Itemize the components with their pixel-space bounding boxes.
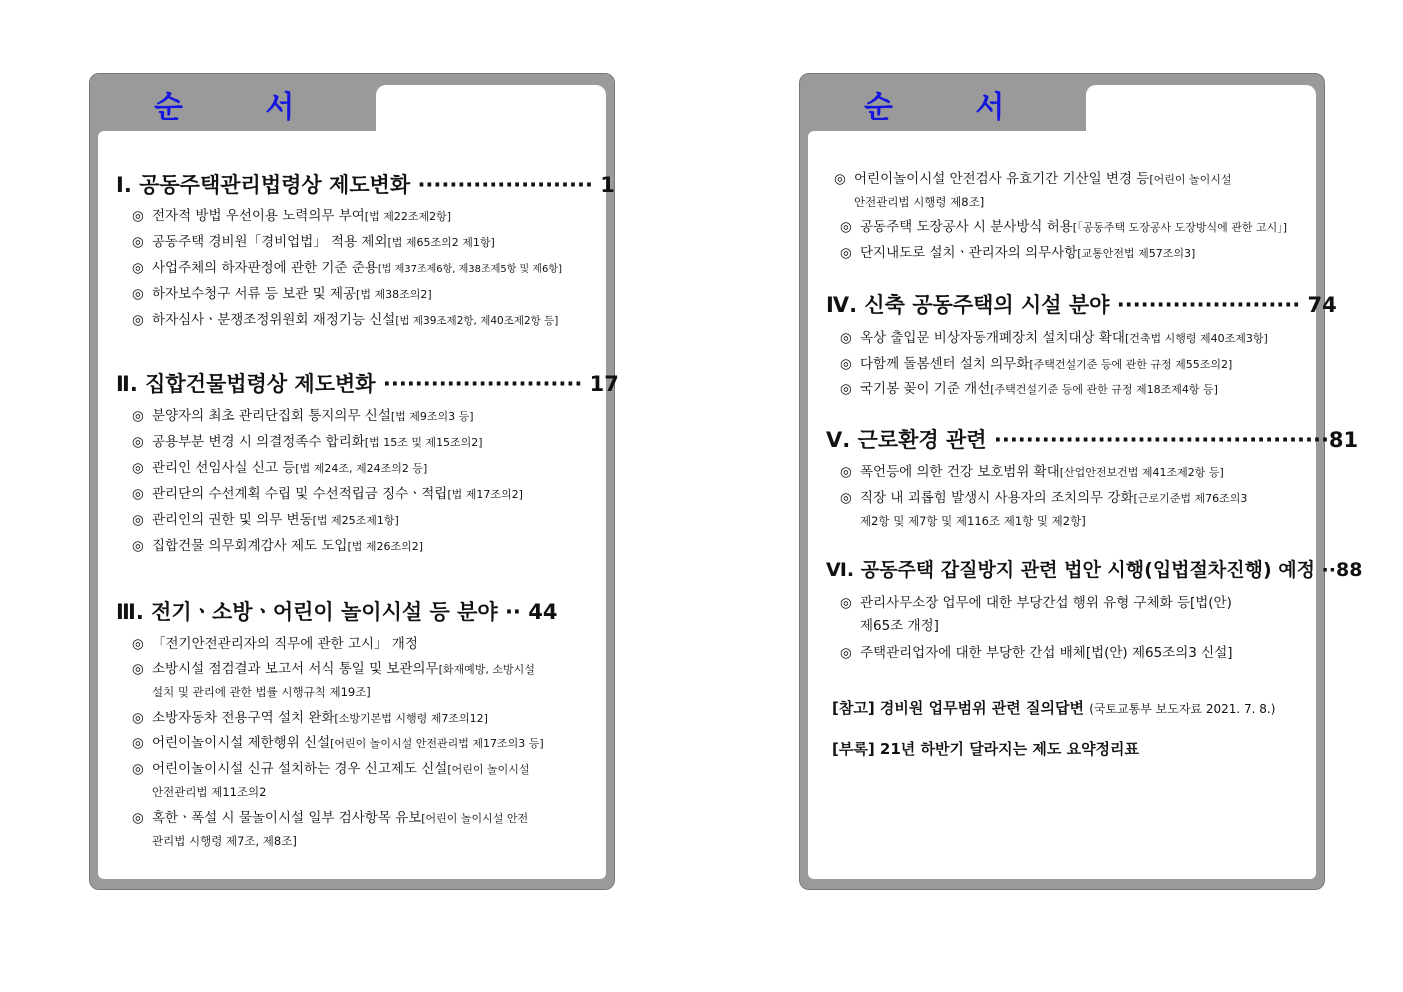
toc-item: ◎ 어린이놀이시설 안전검사 유효기간 기산일 변경 등[어린이 놀이시설 [834, 171, 1232, 187]
section-heading: Ⅳ. 신축 공동주택의 시설 분야 ······················· 74 [826, 293, 1337, 317]
section-heading: Ⅴ. 근로환경 관련 ··········································81 [826, 428, 1359, 452]
toc-item: ◎ 다함께 돌봄센터 설치 의무화[주택건설기준 등에 관한 규정 제55조의2] [840, 356, 1233, 372]
toc-title: 순 서 [864, 90, 1041, 125]
toc-item-continuation: 안전관리법 시행령 제8조] [854, 195, 985, 209]
toc-body [98, 131, 619, 879]
toc-item: ◎ 공동주택 경비원「경비업법」 적용 제외[법 제65조의2 제1항] [132, 234, 495, 250]
toc-panel-right [799, 73, 1363, 890]
toc-item: ◎ 공용부분 변경 시 의결정족수 합리화[법 15조 및 제15조의2] [132, 434, 483, 450]
toc-item: ◎ 국기봉 꽂이 기준 개선[주택건설기준 등에 관한 규정 제18조제4항 등] [840, 381, 1218, 397]
toc-item: ◎ 주택관리업자에 대한 부당한 간섭 배체[법(안) 제65조의3 신설] [840, 645, 1233, 661]
toc-item-continuation: 관리법 시행령 제7조, 제8조] [152, 834, 297, 848]
toc-item-continuation: 제2항 및 제7항 및 제116조 제1항 및 제2항] [860, 514, 1086, 528]
toc-item: ◎ 분양자의 최초 관리단집회 통지의무 신설[법 제9조의3 등] [132, 408, 474, 424]
section-heading: Ⅲ. 전기ㆍ소방ㆍ어린이 놀이시설 등 분야 ·· 44 [116, 600, 558, 624]
toc-item: ◎ 어린이놀이시설 제한행위 신설[어린이 놀이시설 안전관리법 제17조의3 등] [132, 735, 544, 751]
toc-item: ◎ 관리단의 수선계획 수립 및 수선적립금 징수ㆍ적립[법 제17조의2] [132, 486, 523, 502]
toc-item: ◎ 사업주체의 하자판정에 관한 기준 준용[법 제37조제6항, 제38조제5항 및 제6항] [132, 260, 562, 276]
toc-item: ◎ 혹한ㆍ폭설 시 물놀이시설 일부 검사항목 유보[어린이 놀이시설 안전 [132, 810, 529, 826]
toc-item: ◎ 소방시설 점검결과 보고서 서식 통일 및 보관의무[화재예방, 소방시설 [132, 661, 535, 677]
toc-item-continuation: 안전관리법 제11조의2 [152, 785, 267, 799]
toc-body [808, 131, 1363, 879]
toc-item: ◎ 공동주택 도장공사 시 분사방식 허용[「공동주택 도장공사 도장방식에 관한 고시」] [840, 219, 1287, 235]
reference-note: [참고] 경비원 업무범위 관련 질의답변 (국토교통부 보도자료 2021. 7. 8.) [832, 699, 1276, 717]
toc-item: ◎ 전자적 방법 우선이용 노력의무 부여[법 제22조제2항] [132, 208, 451, 224]
section-heading: Ⅰ. 공동주택관리법령상 제도변화 ······················ 1 [116, 173, 615, 197]
toc-item: ◎ 직장 내 괴롭힘 발생시 사용자의 조치의무 강화[근로기준법 제76조의3 [840, 490, 1248, 506]
section-heading: Ⅱ. 집합건물법령상 제도변화 ························· 17 [116, 372, 619, 396]
toc-item-continuation: 제65조 개정] [860, 618, 939, 634]
toc-item: ◎ 하자심사ㆍ분쟁조정위원회 재정기능 신설[법 제39조제2항, 제40조제2항 등] [132, 312, 559, 328]
toc-title: 순 서 [154, 90, 331, 125]
toc-item: ◎ 관리인의 권한 및 의무 변동[법 제25조제1항] [132, 512, 399, 528]
toc-panel-left [89, 73, 619, 890]
toc-item: ◎ 소방자동차 전용구역 설치 완화[소방기본법 시행령 제7조의12] [132, 710, 488, 726]
toc-item: ◎ 하자보수청구 서류 등 보관 및 제공[법 제38조의2] [132, 286, 432, 302]
appendix-note: [부록] 21년 하반기 달라지는 제도 요약정리표 [832, 740, 1140, 758]
tab-corner [376, 85, 606, 135]
toc-item: ◎ 집합건물 의무회계감사 제도 도입[법 제26조의2] [132, 538, 424, 554]
toc-item: ◎ 단지내도로 설치ㆍ관리자의 의무사항[교통안전법 제57조의3] [840, 245, 1196, 261]
toc-item-continuation: 설치 및 관리에 관한 법률 시행규칙 제19조] [152, 685, 371, 699]
toc-item: ◎ 폭언등에 의한 건강 보호범위 확대[산업안전보건법 제41조제2항 등] [840, 464, 1224, 480]
section-heading: Ⅵ. 공동주택 갑질방지 관련 법안 시행(입법절차진행) 예정 ··88 [826, 559, 1363, 581]
toc-item: ◎ 관리인 선임사실 신고 등[법 제24조, 제24조의2 등] [132, 460, 428, 476]
toc-item: ◎ 옥상 출입문 비상자동개폐장치 설치대상 확대[건축법 시행령 제40조제3항] [840, 330, 1268, 346]
toc-item: ◎ 어린이놀이시설 신규 설치하는 경우 신고제도 신설[어린이 놀이시설 [132, 761, 530, 777]
tab-corner [1086, 85, 1316, 135]
toc-item: ◎ 「전기안전관리자의 직무에 관한 고시」 개정 [132, 636, 418, 652]
toc-item: ◎ 관리사무소장 업무에 대한 부당간섭 행위 유형 구체화 등[법(안) [840, 595, 1232, 611]
